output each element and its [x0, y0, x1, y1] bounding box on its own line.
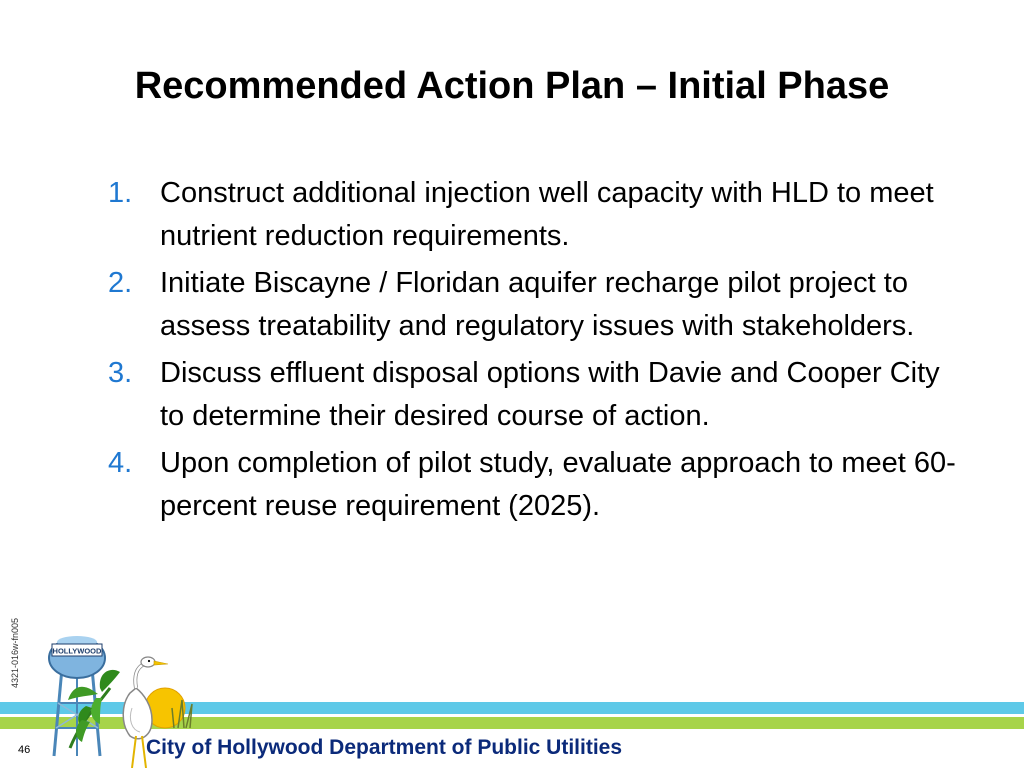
page-number: 46 — [18, 744, 31, 756]
action-list — [108, 172, 968, 532]
item-text: Initiate Biscayne / Floridan aquifer recharge pilot project to assess treatability and regulatory issues with stakeholders. — [160, 267, 915, 342]
item-text: Upon completion of pilot study, evaluate approach to meet 60-percent reuse requirement (2025). — [160, 447, 956, 522]
item-number: 3. — [108, 357, 133, 389]
list-item — [108, 262, 968, 348]
item-text: Discuss effluent disposal options with Davie and Cooper City to determine their desired course of action. — [160, 357, 940, 432]
list-item — [108, 442, 968, 528]
item-number: 1. — [108, 177, 133, 209]
item-text: Construct additional injection well capacity with HLD to meet nutrient reduction requirements. — [160, 177, 934, 252]
logo-text: HOLLYWOOD — [52, 646, 102, 656]
slide-title: Recommended Action Plan – Initial Phase — [134, 65, 890, 107]
item-number: 4. — [108, 447, 133, 479]
slide-code: 4321-016w-fn005 — [10, 617, 20, 688]
footer-text: City of Hollywood Department of Public Utilities — [146, 736, 623, 759]
item-number: 2. — [108, 267, 133, 299]
list-item — [108, 352, 968, 438]
list-item — [108, 172, 968, 258]
